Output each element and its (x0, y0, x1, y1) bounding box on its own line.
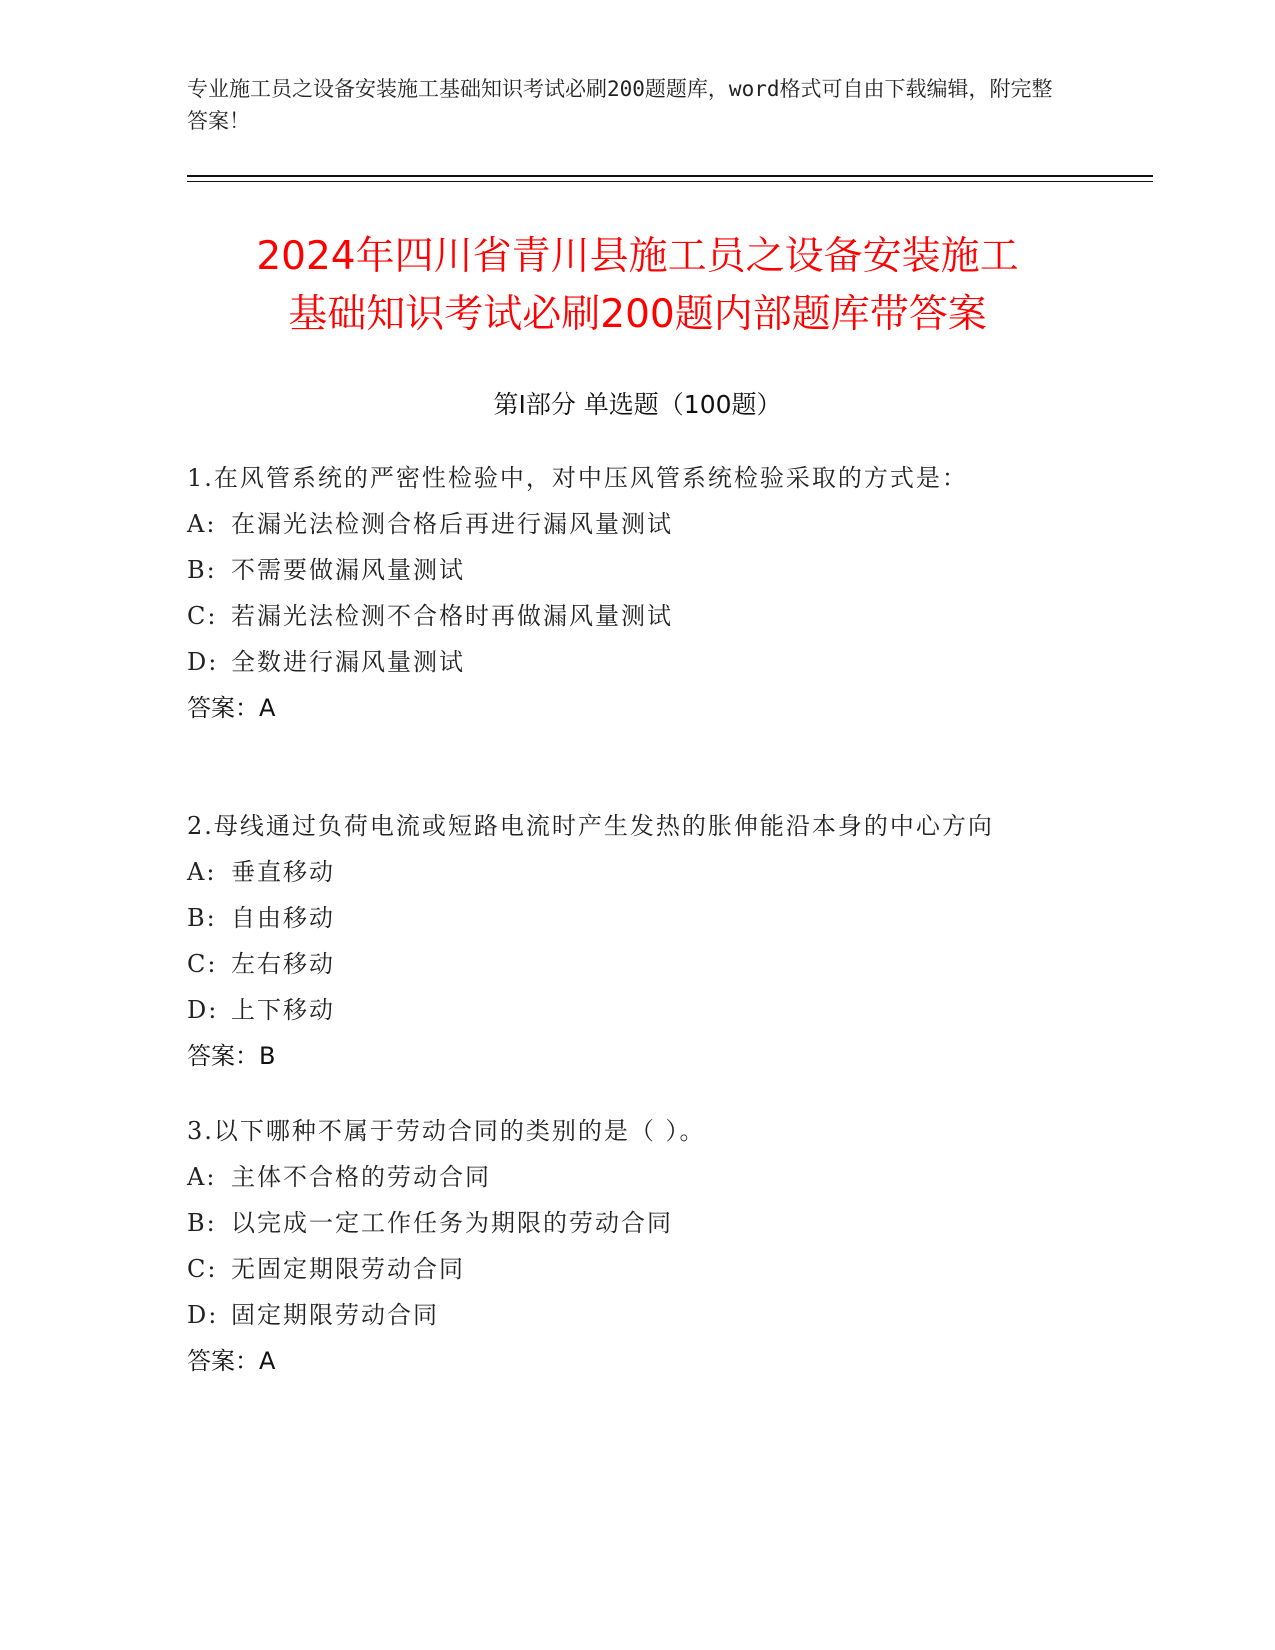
header-note: 专业施工员之设备安装施工基础知识考试必刷200题题库，word格式可自由下载编辑，附完整答案！ (187, 77, 1053, 133)
header-divider-thin (187, 181, 1153, 182)
option-letter: B: (187, 556, 217, 584)
question-option-a (187, 1154, 1067, 1200)
question-option-c (187, 593, 1067, 639)
option-text: 不需要做漏风量测试 (231, 556, 465, 584)
option-text: 固定期限劳动合同 (231, 1301, 439, 1329)
question-option-b (187, 895, 1067, 941)
question-stem: 2.母线通过负荷电流或短路电流时产生发热的胀伸能沿本身的中心方向 (187, 812, 994, 840)
question-answer: 答案：A (187, 1347, 276, 1375)
option-letter: D: (187, 648, 219, 676)
question-option-a (187, 849, 1067, 895)
question-option-c (187, 1246, 1067, 1292)
document-title (130, 228, 1145, 344)
section-heading: 第Ⅰ部分 单选题（100题） (493, 390, 782, 419)
option-text: 以完成一定工作任务为期限的劳动合同 (231, 1209, 673, 1237)
option-text: 垂直移动 (231, 858, 335, 886)
option-letter: A: (187, 858, 217, 886)
document-title-line-1: 2024年四川省青川县施工员之设备安装施工 (256, 234, 1019, 279)
option-letter: B: (187, 904, 217, 932)
question-option-b (187, 1200, 1067, 1246)
question-option-d (187, 1292, 1067, 1338)
option-text: 若漏光法检测不合格时再做漏风量测试 (231, 602, 673, 630)
option-text: 左右移动 (231, 950, 335, 978)
option-letter: D: (187, 1301, 219, 1329)
option-text: 主体不合格的劳动合同 (231, 1163, 491, 1191)
option-text: 全数进行漏风量测试 (231, 648, 465, 676)
question-option-a (187, 501, 1067, 547)
option-letter: C: (187, 950, 218, 978)
option-text: 上下移动 (231, 996, 335, 1024)
question-3 (187, 1108, 1067, 1384)
header-divider-thick (187, 175, 1153, 177)
question-option-d (187, 987, 1067, 1033)
question-answer: 答案：B (187, 1042, 276, 1070)
question-option-c (187, 941, 1067, 987)
question-1 (187, 455, 1067, 731)
option-text: 自由移动 (231, 904, 335, 932)
question-2 (187, 803, 1067, 1079)
option-letter: D: (187, 996, 219, 1024)
option-letter: A: (187, 510, 217, 538)
question-stem: 3.以下哪种不属于劳动合同的类别的是（ ）。 (187, 1117, 706, 1145)
option-letter: C: (187, 602, 218, 630)
question-answer: 答案：A (187, 694, 276, 722)
question-option-b (187, 547, 1067, 593)
option-text: 在漏光法检测合格后再进行漏风量测试 (231, 510, 673, 538)
document-title-line-2: 基础知识考试必刷200题内部题库带答案 (288, 292, 987, 337)
question-stem: 1.在风管系统的严密性检验中，对中压风管系统检验采取的方式是： (187, 464, 968, 492)
question-option-d (187, 639, 1067, 685)
option-text: 无固定期限劳动合同 (231, 1255, 465, 1283)
option-letter: A: (187, 1163, 217, 1191)
option-letter: C: (187, 1255, 218, 1283)
option-letter: B: (187, 1209, 217, 1237)
